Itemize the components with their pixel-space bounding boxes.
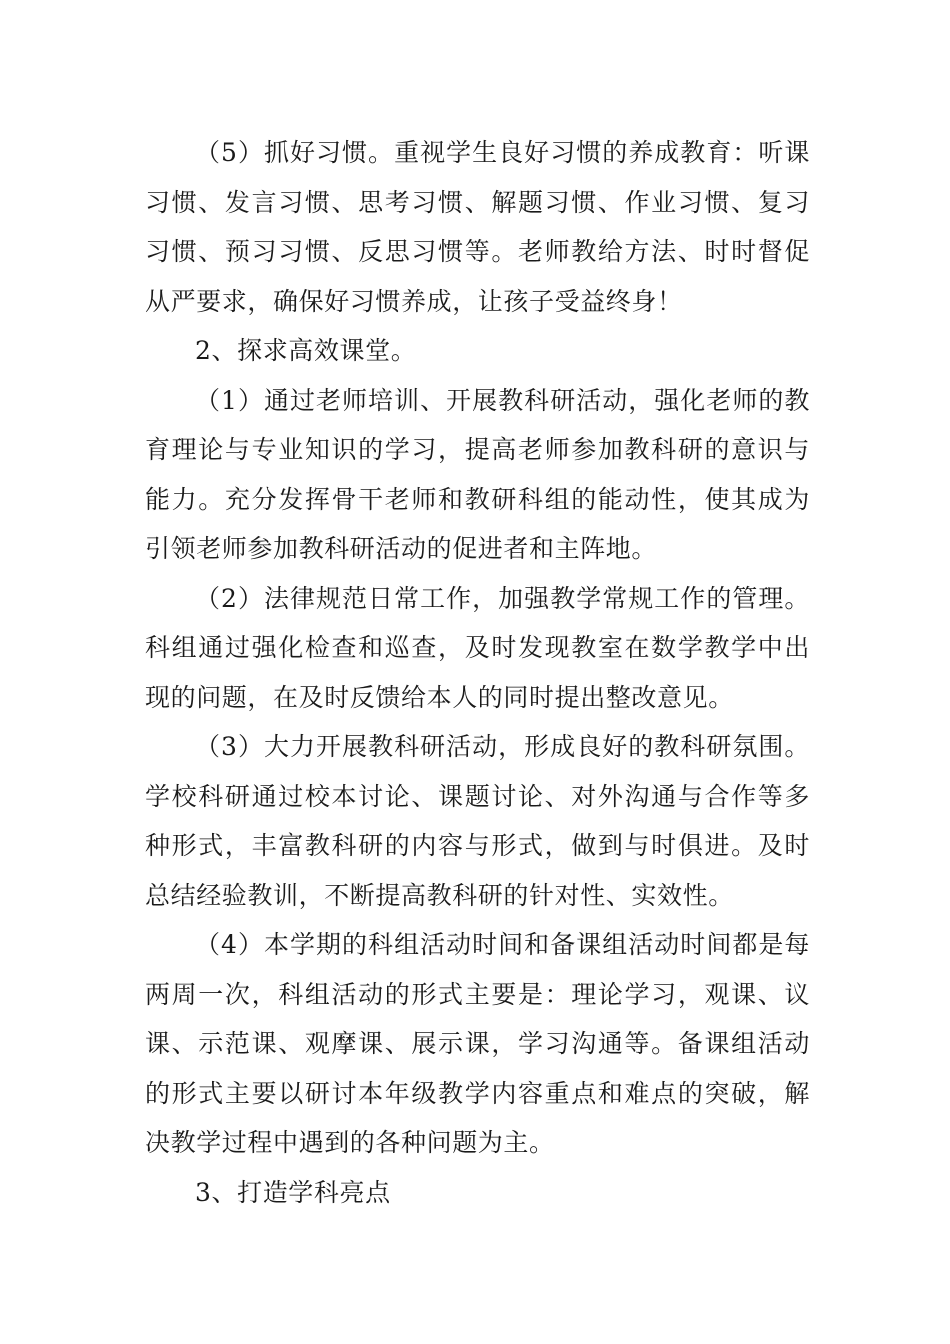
document-body bbox=[145, 128, 810, 1217]
section-heading-efficient-classroom: 2、探求高效课堂。 bbox=[195, 336, 417, 365]
paragraph-routine-management: （2）法律规范日常工作，加强教学常规工作的管理。科组通过强化检查和巡查，及时发现教室在数学教学中出现的问题，在及时反馈给本人的同时提出整改意见。 bbox=[145, 583, 810, 712]
section-heading-subject-highlights: 3、打造学科亮点 bbox=[195, 1177, 391, 1207]
paragraph-habits: （5）抓好习惯。重视学生良好习惯的养成教育：听课习惯、发言习惯、思考习惯、解题习惯、作业习惯、复习习惯、预习习惯、反思习惯等。老师教给方法、时时督促从严要求，确保好习惯养成，让孩子受益终身！ bbox=[145, 138, 810, 316]
paragraph-research-activities: （3）大力开展教科研活动，形成良好的教科研氛围。学校科研通过校本讨论、课题讨论、对外沟通与合作等多种形式，丰富教科研的内容与形式，做到与时俱进。及时总结经验教训，不断提高教科研的针对性、实效性。 bbox=[145, 732, 810, 910]
paragraph-group-activities: （4）本学期的科组活动时间和备课组活动时间都是每两周一次，科组活动的形式主要是：理论学习，观课、议课、示范课、观摩课、展示课，学习沟通等。备课组活动的形式主要以研讨本年级教学内容重点和难点的突破，解决教学过程中遇到的各种问题为主。 bbox=[145, 930, 810, 1157]
paragraph-teacher-training: （1）通过老师培训、开展教科研活动，强化老师的教育理论与专业知识的学习，提高老师参加教科研的意识与能力。充分发挥骨干老师和教研科组的能动性，使其成为引领老师参加教科研活动的促进者和主阵地。 bbox=[145, 385, 810, 563]
